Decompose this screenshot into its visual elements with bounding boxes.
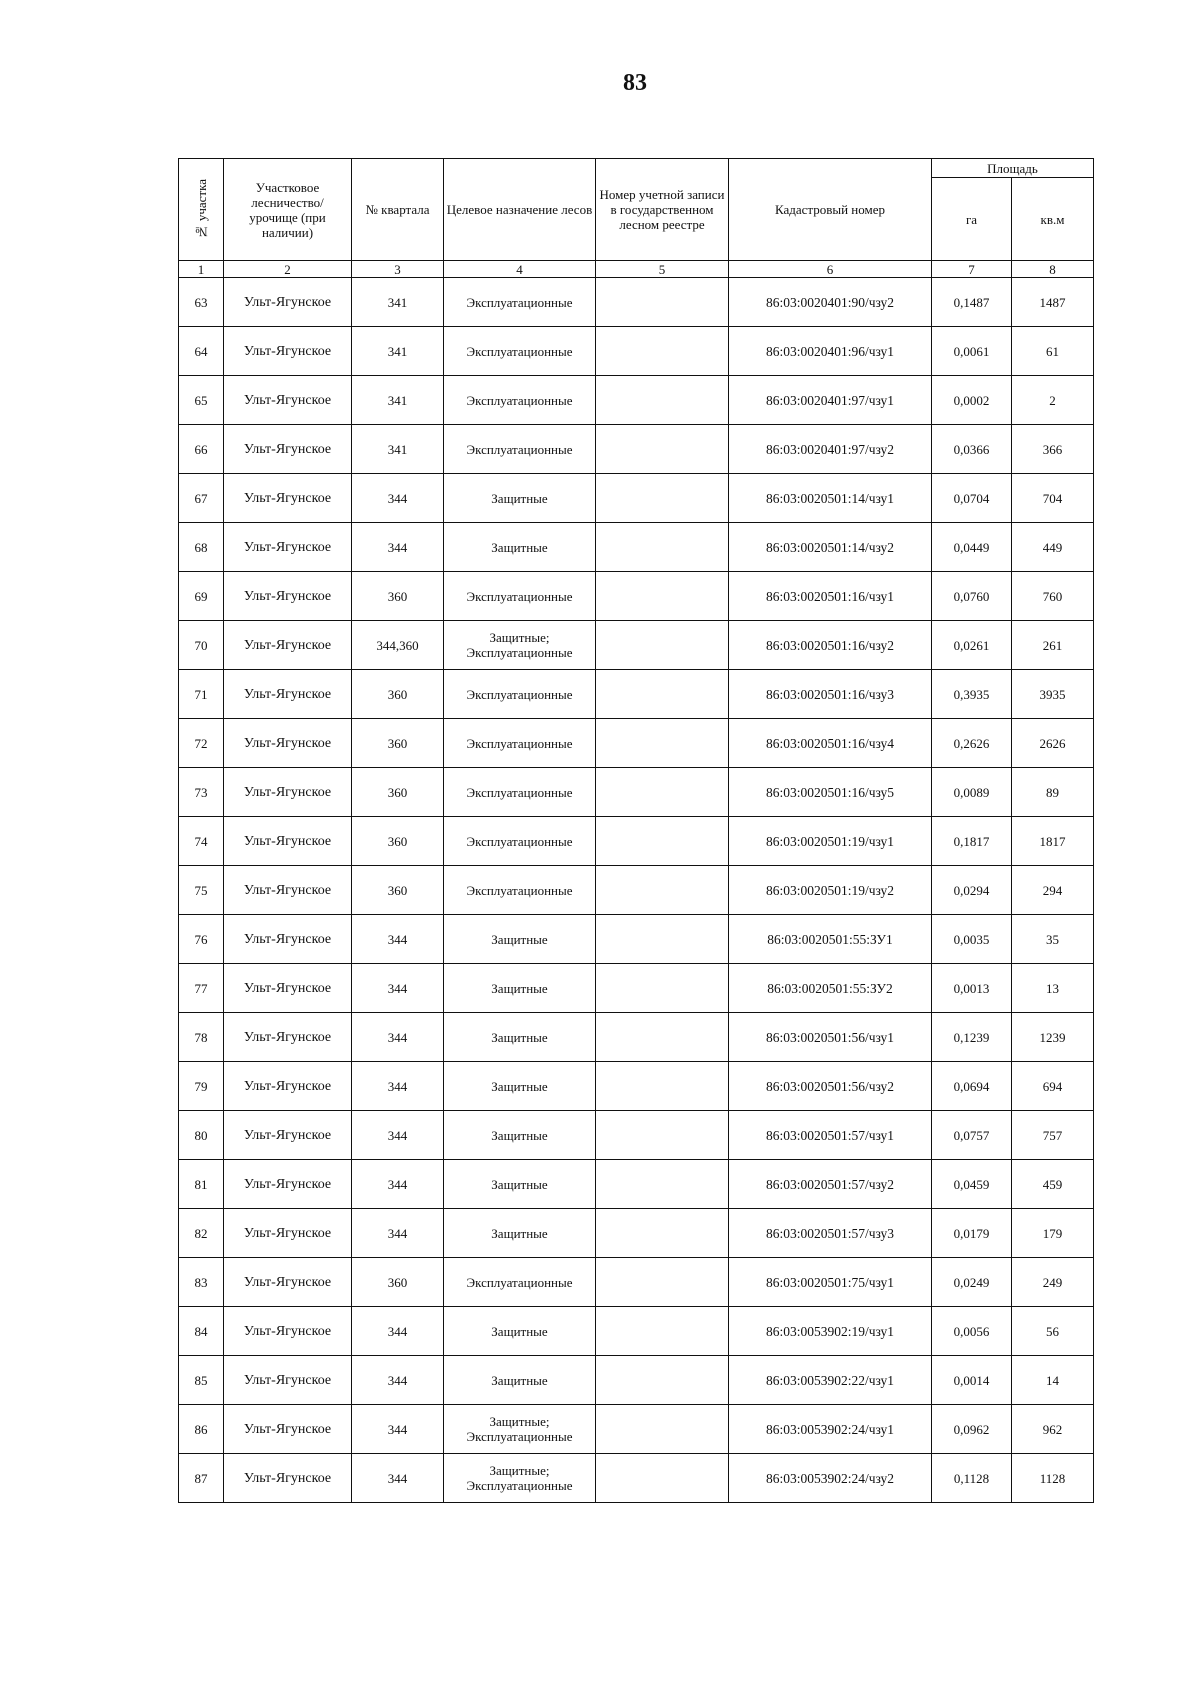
area-ha-cell: 0,0760 <box>932 572 1012 621</box>
forestry-cell: Ульт-Ягунское <box>224 964 352 1013</box>
quarter-cell: 360 <box>352 719 444 768</box>
purpose-cell: Эксплуатационные <box>444 1258 596 1307</box>
area-ha-cell: 0,0179 <box>932 1209 1012 1258</box>
column-index-cell: 4 <box>444 261 596 278</box>
column-index-row <box>179 261 1094 278</box>
cadastral-number-cell: 86:03:0020501:16/чзу4 <box>729 719 932 768</box>
forestry-cell: Ульт-Ягунское <box>224 572 352 621</box>
quarter-cell: 344 <box>352 1013 444 1062</box>
area-sqm-cell: 694 <box>1012 1062 1094 1111</box>
table-row <box>179 1209 1094 1258</box>
forestry-cell: Ульт-Ягунское <box>224 1111 352 1160</box>
forestry-cell: Ульт-Ягунское <box>224 376 352 425</box>
cadastral-number-cell: 86:03:0020501:57/чзу2 <box>729 1160 932 1209</box>
table-row <box>179 1405 1094 1454</box>
registry-record-cell <box>596 376 729 425</box>
registry-record-cell <box>596 425 729 474</box>
column-index-cell: 3 <box>352 261 444 278</box>
page-number: 83 <box>623 70 647 96</box>
area-sqm-cell: 1239 <box>1012 1013 1094 1062</box>
purpose-cell: Защитные <box>444 1356 596 1405</box>
plot-number-cell: 77 <box>179 964 224 1013</box>
cadastral-number-cell: 86:03:0020401:97/чзу1 <box>729 376 932 425</box>
header-area-group: Площадь <box>932 159 1094 178</box>
cadastral-number-cell: 86:03:0020501:14/чзу2 <box>729 523 932 572</box>
forestry-cell: Ульт-Ягунское <box>224 278 352 327</box>
forestry-cell: Ульт-Ягунское <box>224 768 352 817</box>
plot-number-cell: 87 <box>179 1454 224 1503</box>
purpose-cell: Защитные <box>444 915 596 964</box>
cadastral-number-cell: 86:03:0020501:56/чзу2 <box>729 1062 932 1111</box>
column-index-cell: 5 <box>596 261 729 278</box>
area-ha-cell: 0,0459 <box>932 1160 1012 1209</box>
quarter-cell: 344 <box>352 523 444 572</box>
cadastral-number-cell: 86:03:0020401:96/чзу1 <box>729 327 932 376</box>
area-ha-cell: 0,0002 <box>932 376 1012 425</box>
header-plot-number: № участка <box>179 159 224 261</box>
table-row <box>179 327 1094 376</box>
purpose-cell: Эксплуатационные <box>444 719 596 768</box>
header-purpose: Целевое назначение лесов <box>444 159 596 261</box>
plot-number-cell: 75 <box>179 866 224 915</box>
cadastral-number-cell: 86:03:0020501:75/чзу1 <box>729 1258 932 1307</box>
area-sqm-cell: 459 <box>1012 1160 1094 1209</box>
registry-record-cell <box>596 915 729 964</box>
table-row <box>179 915 1094 964</box>
area-sqm-cell: 2 <box>1012 376 1094 425</box>
registry-record-cell <box>596 327 729 376</box>
plot-number-cell: 74 <box>179 817 224 866</box>
header-area-ha: га <box>932 178 1012 261</box>
area-ha-cell: 0,0366 <box>932 425 1012 474</box>
purpose-cell: Защитные <box>444 1209 596 1258</box>
table-row <box>179 1454 1094 1503</box>
area-ha-cell: 0,0014 <box>932 1356 1012 1405</box>
area-ha-cell: 0,1239 <box>932 1013 1012 1062</box>
cadastral-number-cell: 86:03:0020401:90/чзу2 <box>729 278 932 327</box>
area-sqm-cell: 179 <box>1012 1209 1094 1258</box>
registry-record-cell <box>596 572 729 621</box>
quarter-cell: 341 <box>352 425 444 474</box>
table-row <box>179 1307 1094 1356</box>
cadastral-number-cell: 86:03:0053902:24/чзу2 <box>729 1454 932 1503</box>
plot-number-cell: 69 <box>179 572 224 621</box>
purpose-cell: Защитные <box>444 1111 596 1160</box>
purpose-cell: Защитные <box>444 523 596 572</box>
purpose-cell: Эксплуатационные <box>444 670 596 719</box>
table-row <box>179 817 1094 866</box>
purpose-cell: Эксплуатационные <box>444 866 596 915</box>
purpose-cell: Эксплуатационные <box>444 327 596 376</box>
forestry-cell: Ульт-Ягунское <box>224 1356 352 1405</box>
quarter-cell: 344 <box>352 1307 444 1356</box>
cadastral-number-cell: 86:03:0020501:57/чзу3 <box>729 1209 932 1258</box>
cadastral-number-cell: 86:03:0020501:14/чзу1 <box>729 474 932 523</box>
registry-record-cell <box>596 474 729 523</box>
forestry-cell: Ульт-Ягунское <box>224 719 352 768</box>
purpose-cell: Защитные <box>444 1013 596 1062</box>
plot-number-cell: 67 <box>179 474 224 523</box>
plot-number-cell: 66 <box>179 425 224 474</box>
purpose-cell: Защитные <box>444 964 596 1013</box>
registry-record-cell <box>596 278 729 327</box>
area-sqm-cell: 1487 <box>1012 278 1094 327</box>
forestry-cell: Ульт-Ягунское <box>224 1160 352 1209</box>
cadastral-number-cell: 86:03:0020501:16/чзу5 <box>729 768 932 817</box>
column-index-cell: 2 <box>224 261 352 278</box>
area-sqm-cell: 1128 <box>1012 1454 1094 1503</box>
table-row <box>179 621 1094 670</box>
area-sqm-cell: 3935 <box>1012 670 1094 719</box>
table-row <box>179 1258 1094 1307</box>
column-index-cell: 8 <box>1012 261 1094 278</box>
quarter-cell: 344 <box>352 474 444 523</box>
plot-number-cell: 83 <box>179 1258 224 1307</box>
registry-record-cell <box>596 670 729 719</box>
table-row <box>179 572 1094 621</box>
quarter-cell: 344 <box>352 1160 444 1209</box>
plot-number-cell: 80 <box>179 1111 224 1160</box>
plot-number-cell: 86 <box>179 1405 224 1454</box>
table-row <box>179 523 1094 572</box>
cadastral-number-cell: 86:03:0020501:55:ЗУ2 <box>729 964 932 1013</box>
plot-number-cell: 65 <box>179 376 224 425</box>
column-index-cell: 7 <box>932 261 1012 278</box>
plot-number-cell: 85 <box>179 1356 224 1405</box>
quarter-cell: 344,360 <box>352 621 444 670</box>
table-row <box>179 1062 1094 1111</box>
forestry-cell: Ульт-Ягунское <box>224 1062 352 1111</box>
area-sqm-cell: 1817 <box>1012 817 1094 866</box>
purpose-cell: Защитные <box>444 1307 596 1356</box>
quarter-cell: 360 <box>352 768 444 817</box>
registry-record-cell <box>596 964 729 1013</box>
quarter-cell: 360 <box>352 817 444 866</box>
cadastral-number-cell: 86:03:0020501:55:ЗУ1 <box>729 915 932 964</box>
area-sqm-cell: 261 <box>1012 621 1094 670</box>
purpose-cell: Защитные; Эксплуатационные <box>444 621 596 670</box>
table-row <box>179 474 1094 523</box>
forestry-cell: Ульт-Ягунское <box>224 425 352 474</box>
area-ha-cell: 0,0013 <box>932 964 1012 1013</box>
cadastral-number-cell: 86:03:0020501:19/чзу1 <box>729 817 932 866</box>
purpose-cell: Защитные <box>444 1062 596 1111</box>
registry-record-cell <box>596 817 729 866</box>
quarter-cell: 344 <box>352 1209 444 1258</box>
area-ha-cell: 0,0449 <box>932 523 1012 572</box>
area-ha-cell: 0,1817 <box>932 817 1012 866</box>
forestry-cell: Ульт-Ягунское <box>224 1454 352 1503</box>
purpose-cell: Защитные; Эксплуатационные <box>444 1454 596 1503</box>
table-row <box>179 964 1094 1013</box>
cadastral-number-cell: 86:03:0020501:19/чзу2 <box>729 866 932 915</box>
plot-number-cell: 81 <box>179 1160 224 1209</box>
plot-number-cell: 84 <box>179 1307 224 1356</box>
area-sqm-cell: 962 <box>1012 1405 1094 1454</box>
registry-record-cell <box>596 768 729 817</box>
area-ha-cell: 0,1128 <box>932 1454 1012 1503</box>
area-ha-cell: 0,2626 <box>932 719 1012 768</box>
registry-record-cell <box>596 1209 729 1258</box>
forestry-cell: Ульт-Ягунское <box>224 1013 352 1062</box>
registry-record-cell <box>596 1405 729 1454</box>
quarter-cell: 360 <box>352 866 444 915</box>
column-index-cell: 1 <box>179 261 224 278</box>
forestry-cell: Ульт-Ягунское <box>224 1209 352 1258</box>
table-body <box>179 278 1094 1503</box>
forestry-cell: Ульт-Ягунское <box>224 474 352 523</box>
cadastral-number-cell: 86:03:0053902:24/чзу1 <box>729 1405 932 1454</box>
table-row <box>179 866 1094 915</box>
area-sqm-cell: 35 <box>1012 915 1094 964</box>
forestry-cell: Ульт-Ягунское <box>224 670 352 719</box>
purpose-cell: Защитные; Эксплуатационные <box>444 1405 596 1454</box>
registry-record-cell <box>596 719 729 768</box>
column-index-cell: 6 <box>729 261 932 278</box>
plot-number-cell: 73 <box>179 768 224 817</box>
header-registry-record: Номер учетной записи в государственном лесном реестре <box>596 159 729 261</box>
quarter-cell: 344 <box>352 915 444 964</box>
area-sqm-cell: 760 <box>1012 572 1094 621</box>
plot-number-cell: 64 <box>179 327 224 376</box>
area-ha-cell: 0,0704 <box>932 474 1012 523</box>
area-ha-cell: 0,0249 <box>932 1258 1012 1307</box>
purpose-cell: Эксплуатационные <box>444 572 596 621</box>
area-ha-cell: 0,0056 <box>932 1307 1012 1356</box>
quarter-cell: 341 <box>352 327 444 376</box>
registry-record-cell <box>596 523 729 572</box>
cadastral-number-cell: 86:03:0020501:56/чзу1 <box>729 1013 932 1062</box>
registry-record-cell <box>596 1454 729 1503</box>
table-row <box>179 425 1094 474</box>
quarter-cell: 344 <box>352 1062 444 1111</box>
quarter-cell: 344 <box>352 964 444 1013</box>
purpose-cell: Эксплуатационные <box>444 817 596 866</box>
cadastral-number-cell: 86:03:0020501:57/чзу1 <box>729 1111 932 1160</box>
header-row-top <box>179 159 1094 178</box>
table-row <box>179 1111 1094 1160</box>
quarter-cell: 344 <box>352 1111 444 1160</box>
forestry-cell: Ульт-Ягунское <box>224 915 352 964</box>
cadastral-number-cell: 86:03:0053902:19/чзу1 <box>729 1307 932 1356</box>
forestry-cell: Ульт-Ягунское <box>224 1307 352 1356</box>
quarter-cell: 341 <box>352 278 444 327</box>
plot-number-cell: 72 <box>179 719 224 768</box>
area-ha-cell: 0,0694 <box>932 1062 1012 1111</box>
forest-plots-table <box>178 158 1094 1503</box>
area-sqm-cell: 89 <box>1012 768 1094 817</box>
plot-number-cell: 71 <box>179 670 224 719</box>
area-sqm-cell: 449 <box>1012 523 1094 572</box>
area-sqm-cell: 249 <box>1012 1258 1094 1307</box>
purpose-cell: Эксплуатационные <box>444 278 596 327</box>
area-sqm-cell: 14 <box>1012 1356 1094 1405</box>
area-sqm-cell: 61 <box>1012 327 1094 376</box>
quarter-cell: 360 <box>352 670 444 719</box>
plot-number-cell: 68 <box>179 523 224 572</box>
forestry-cell: Ульт-Ягунское <box>224 1258 352 1307</box>
registry-record-cell <box>596 1111 729 1160</box>
table-row <box>179 1013 1094 1062</box>
cadastral-number-cell: 86:03:0020501:16/чзу2 <box>729 621 932 670</box>
purpose-cell: Эксплуатационные <box>444 376 596 425</box>
cadastral-number-cell: 86:03:0020401:97/чзу2 <box>729 425 932 474</box>
area-ha-cell: 0,0962 <box>932 1405 1012 1454</box>
header-quarter: № квартала <box>352 159 444 261</box>
forestry-cell: Ульт-Ягунское <box>224 1405 352 1454</box>
registry-record-cell <box>596 1307 729 1356</box>
area-ha-cell: 0,0089 <box>932 768 1012 817</box>
forestry-cell: Ульт-Ягунское <box>224 866 352 915</box>
quarter-cell: 344 <box>352 1454 444 1503</box>
table-row <box>179 719 1094 768</box>
header-forestry: Участковое лесничество/ урочище (при наличии) <box>224 159 352 261</box>
purpose-cell: Эксплуатационные <box>444 768 596 817</box>
header-cadastral-number: Кадастровый номер <box>729 159 932 261</box>
quarter-cell: 360 <box>352 572 444 621</box>
table-row <box>179 278 1094 327</box>
area-sqm-cell: 13 <box>1012 964 1094 1013</box>
cadastral-number-cell: 86:03:0020501:16/чзу3 <box>729 670 932 719</box>
plot-number-cell: 78 <box>179 1013 224 1062</box>
plot-number-cell: 76 <box>179 915 224 964</box>
purpose-cell: Защитные <box>444 474 596 523</box>
quarter-cell: 344 <box>352 1356 444 1405</box>
forestry-cell: Ульт-Ягунское <box>224 817 352 866</box>
cadastral-number-cell: 86:03:0020501:16/чзу1 <box>729 572 932 621</box>
forestry-cell: Ульт-Ягунское <box>224 523 352 572</box>
table-row <box>179 1160 1094 1209</box>
area-ha-cell: 0,0035 <box>932 915 1012 964</box>
cadastral-number-cell: 86:03:0053902:22/чзу1 <box>729 1356 932 1405</box>
registry-record-cell <box>596 1013 729 1062</box>
area-sqm-cell: 56 <box>1012 1307 1094 1356</box>
table-row <box>179 670 1094 719</box>
registry-record-cell <box>596 1258 729 1307</box>
area-ha-cell: 0,1487 <box>932 278 1012 327</box>
table-row <box>179 768 1094 817</box>
plot-number-cell: 79 <box>179 1062 224 1111</box>
area-ha-cell: 0,3935 <box>932 670 1012 719</box>
registry-record-cell <box>596 1160 729 1209</box>
area-ha-cell: 0,0757 <box>932 1111 1012 1160</box>
area-ha-cell: 0,0061 <box>932 327 1012 376</box>
area-sqm-cell: 366 <box>1012 425 1094 474</box>
forestry-cell: Ульт-Ягунское <box>224 621 352 670</box>
table-row <box>179 1356 1094 1405</box>
quarter-cell: 360 <box>352 1258 444 1307</box>
forestry-cell: Ульт-Ягунское <box>224 327 352 376</box>
area-ha-cell: 0,0261 <box>932 621 1012 670</box>
area-ha-cell: 0,0294 <box>932 866 1012 915</box>
registry-record-cell <box>596 1356 729 1405</box>
plot-number-cell: 63 <box>179 278 224 327</box>
purpose-cell: Защитные <box>444 1160 596 1209</box>
table-row <box>179 376 1094 425</box>
area-sqm-cell: 757 <box>1012 1111 1094 1160</box>
registry-record-cell <box>596 621 729 670</box>
plot-number-cell: 82 <box>179 1209 224 1258</box>
purpose-cell: Эксплуатационные <box>444 425 596 474</box>
quarter-cell: 344 <box>352 1405 444 1454</box>
registry-record-cell <box>596 866 729 915</box>
area-sqm-cell: 2626 <box>1012 719 1094 768</box>
quarter-cell: 341 <box>352 376 444 425</box>
area-sqm-cell: 294 <box>1012 866 1094 915</box>
plot-number-cell: 70 <box>179 621 224 670</box>
registry-record-cell <box>596 1062 729 1111</box>
header-area-sqm: кв.м <box>1012 178 1094 261</box>
area-sqm-cell: 704 <box>1012 474 1094 523</box>
